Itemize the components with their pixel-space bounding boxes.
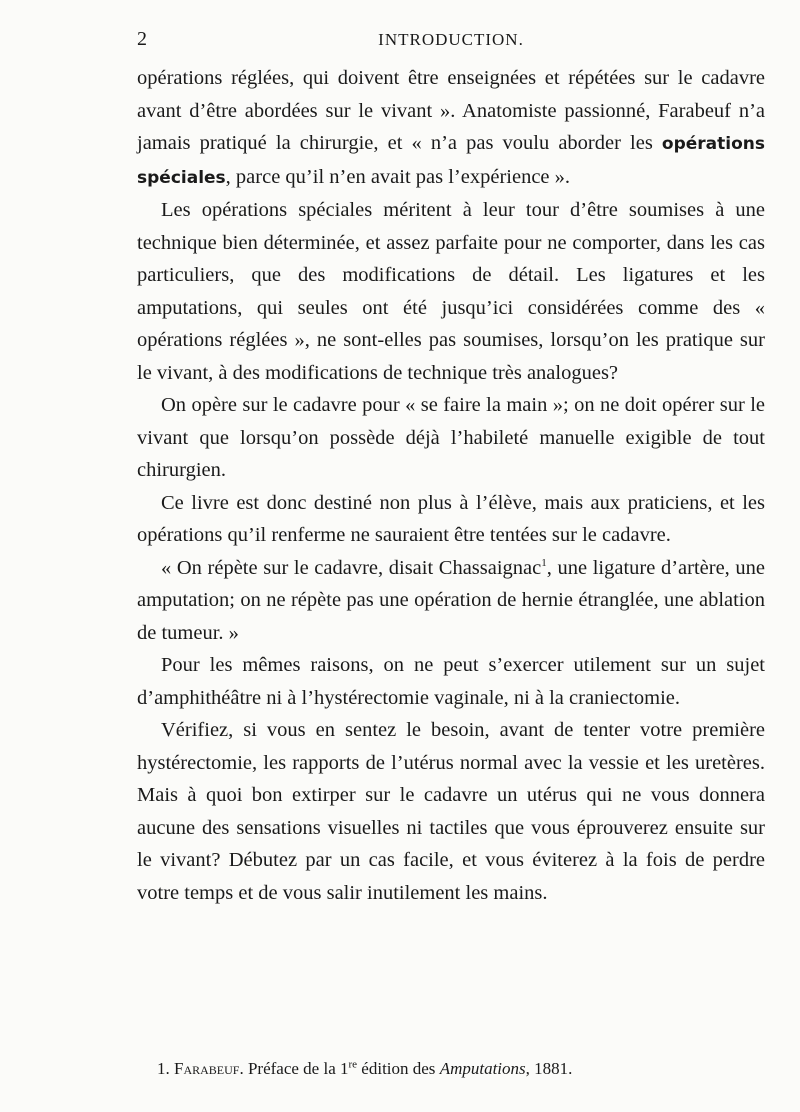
footnote-text-a: Préface de la 1 — [243, 1059, 349, 1078]
paragraph-1 — [137, 62, 765, 194]
footnote-number: 1. — [157, 1059, 170, 1078]
footnote-text-c: , 1881. — [525, 1059, 573, 1078]
paragraph-5-text-b: , une ligature d’artère, une amputation; on ne répète pas une opération de hernie étranglée, une ablation de tumeur. » — [137, 556, 766, 644]
paragraph-3: On opère sur le cadavre pour « se faire la main »; on ne doit opérer sur le vivant que lorsqu’on possède déjà l’habileté manuelle exigible de tout chirurgien. — [137, 394, 765, 481]
paragraph-5 — [137, 552, 765, 650]
footnote-superscript: re — [348, 1058, 358, 1071]
paragraph-5-text-a: « On répète sur le cadavre, disait Chassaignac — [161, 556, 542, 579]
running-title: INTRODUCTION. — [378, 30, 524, 49]
body-text — [137, 62, 765, 909]
page-header — [137, 28, 765, 54]
emphasis-operations-speciales: opérations spéciales — [137, 134, 765, 188]
footnote-reference[interactable]: 1 — [541, 556, 547, 569]
paragraph-2: Les opérations spéciales méritent à leur tour d’être soumises à une technique bien déterminée, et assez parfaite pour ne comporter, dans les cas particuliers, que des modifications de détail. Les ligatures et les amputations, qui seules ont été jusqu’ici considérées comme des « opérations réglées », ne sont-elles pas soumises, lorsqu’on les pratique sur le vivant, à des modifications de technique très analogues? — [137, 199, 765, 384]
paragraph-7: Vérifiez, si vous en sentez le besoin, avant de tenter votre première hystérectomie, les rapports de l’utérus normal avec la vessie et les uretères. Mais à quoi bon extirper sur le cadavre un utérus qui ne vous donnera aucune des sensations visuelles ni tactiles que vous éprouverez ensuite sur le vivant? Débutez par un cas facile, et vous éviterez à la fois de perdre votre temps et de vous salir inutilement les mains. — [137, 719, 765, 904]
footnote-author: Farabeuf. — [174, 1059, 244, 1078]
paragraph-6: Pour les mêmes raisons, on ne peut s’exercer utilement sur un sujet d’amphithéâtre ni à l’hystérectomie vaginale, ni à la craniectomie. — [137, 654, 765, 709]
footnote-text-b: édition des — [357, 1059, 440, 1078]
footnote — [157, 1059, 757, 1079]
page-number: 2 — [137, 28, 147, 50]
paragraph-1-text-b: , parce qu’il n’en avait pas l’expérience ». — [225, 165, 571, 188]
paragraph-1-text-a: opérations réglées, qui doivent être enseignées et répétées sur le cadavre avant d’être abordées sur le vivant ». Anatomiste passionné, Farabeuf n’a jamais pratiqué la chirurgie, et « n’a pas voulu aborder les — [137, 67, 765, 154]
paragraph-4: Ce livre est donc destiné non plus à l’élève, mais aux praticiens, et les opérations qu’il renferme ne sauraient être tentées sur le cadavre. — [137, 491, 765, 546]
footnote-book-title: Amputations — [439, 1059, 526, 1078]
